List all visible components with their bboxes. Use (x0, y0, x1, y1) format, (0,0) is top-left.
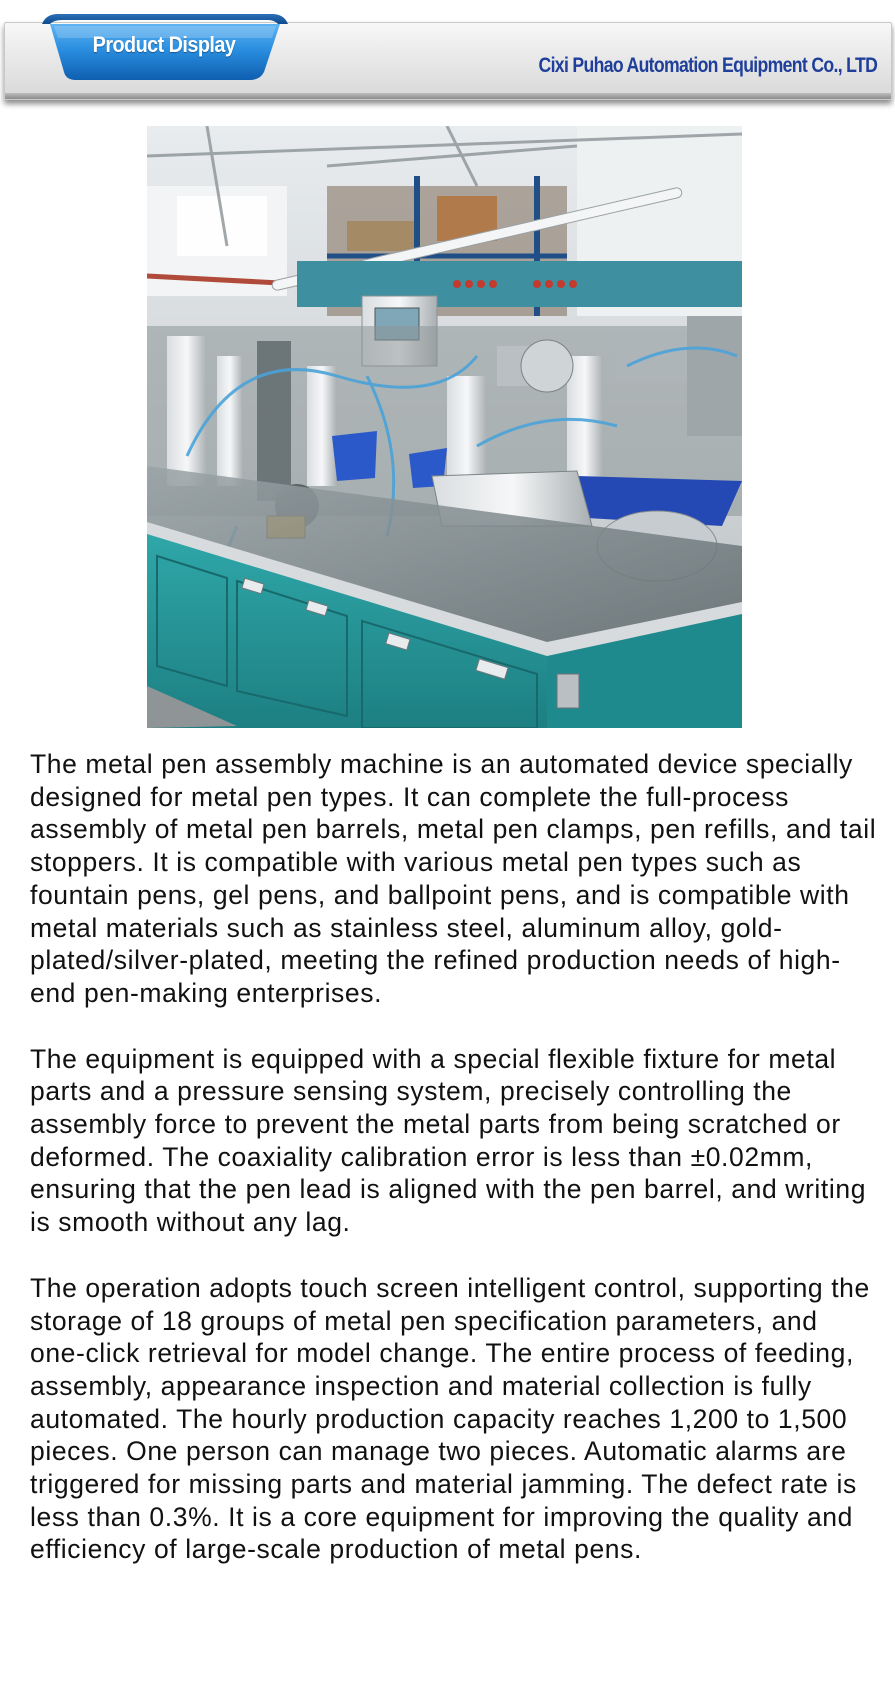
description-paragraph-1: The metal pen assembly machine is an automated device specially designed for metal pen types. It can complete the full-process assembly of metal pen barrels, metal pen clamps, pen refills, and tail stoppers. It is compatible with various metal pen types such as fountain pens, gel pens, and ballpoint pens, and is compatible with metal materials such as stainless steel, aluminum alloy, gold-plated/silver-plated, meeting the refined production needs of high-end pen-making enterprises. (30, 749, 877, 1008)
machine-illustration (147, 126, 742, 728)
banner-bottom-line (5, 93, 891, 99)
tab-label: Product Display (92, 32, 236, 57)
description-paragraph-3: The operation adopts touch screen intelligent control, supporting the storage of 18 groups of metal pen specification parameters, and one-click retrieval for model change. The entire process of feeding, assembly, appearance inspection and material collection is fully automated. The hourly production capacity reaches 1,200 to 1,500 pieces. One person can manage two pieces. Automatic alarms are triggered for missing parts and material jamming. The defect rate is less than 0.3%. It is a core equipment for improving the quality and efficiency of large-scale production of metal pens. (30, 1272, 870, 1565)
product-description (30, 748, 880, 1599)
description-paragraph-2: The equipment is equipped with a special flexible fixture for metal parts and a pressure sensing system, precisely controlling the assembly force to prevent the metal parts from being scratched or deformed. The coaxiality calibration error is less than ±0.02mm, ensuring that the pen lead is aligned with the pen barrel, and writing is smooth without any lag. (30, 1043, 867, 1238)
product-photo (147, 126, 742, 728)
company-name: Cixi Puhao Automation Equipment Co., LTD (538, 54, 877, 77)
product-display-tab (42, 12, 288, 82)
